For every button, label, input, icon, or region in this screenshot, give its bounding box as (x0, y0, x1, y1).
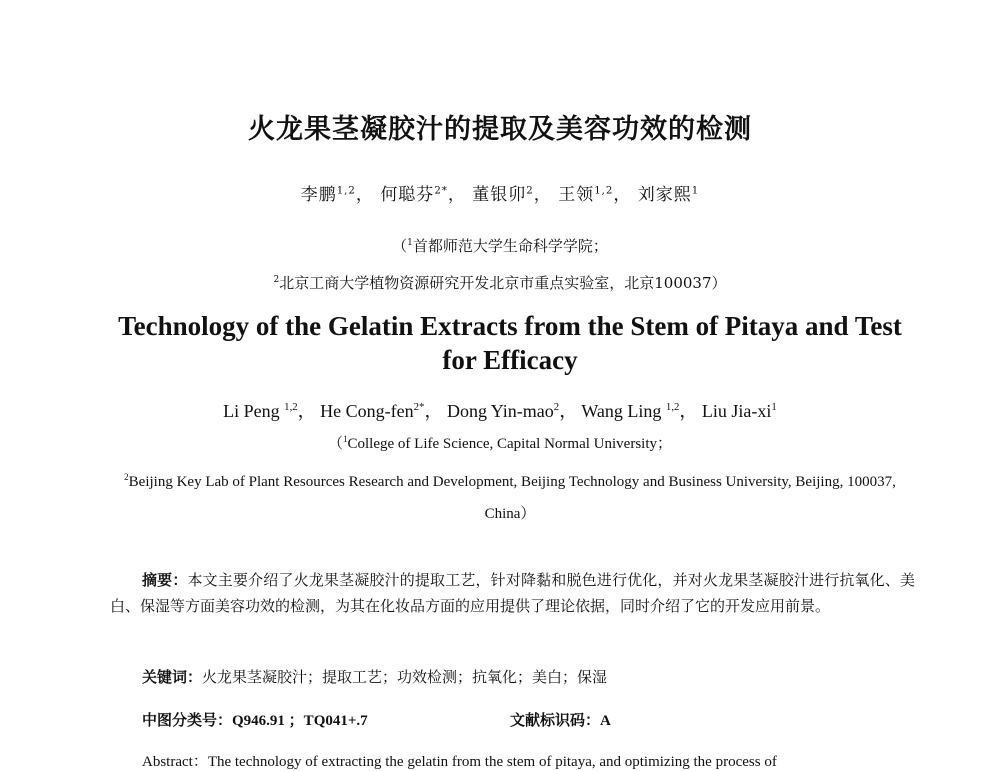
open-paren: （ (327, 436, 343, 452)
author-name: Li Peng (223, 401, 280, 421)
author-name: Dong Yin-mao (446, 401, 554, 421)
clc-label: 中图分类号： (142, 711, 233, 729)
affiliation-mark: 1 (343, 434, 348, 444)
author-affiliation-mark: 1,2 (284, 401, 298, 413)
chinese-abstract (110, 567, 915, 619)
author-name: He Cong-fen (320, 401, 414, 421)
author-name: Wang Ling (581, 401, 662, 421)
author-separator: ， (679, 401, 698, 421)
english-author-list (0, 397, 1000, 423)
keywords-label: 关键词： (142, 668, 203, 686)
author-separator: ， (533, 185, 552, 205)
author-name: 王领 (558, 185, 595, 205)
clc-value: Q946.91 ；TQ041+.7 (232, 713, 368, 729)
english-affiliation-1 (0, 432, 1000, 453)
chinese-affiliation-2 (0, 272, 1000, 293)
author-affiliation-mark: 1 (771, 401, 777, 413)
author-affiliation-mark: 1,2 (336, 185, 356, 197)
author-separator: ， (559, 401, 578, 421)
english-abstract-first-line: Abstract：The technology of extracting the gelatin from the stem of pitaya, and optimizing the process of (142, 754, 777, 770)
affiliation-text: Beijing Key Lab of Plant Resources Research and Development, Beijing Technology and Business University, Beijing, 100037, China） (128, 474, 896, 522)
affiliation-text: 首都师范大学生命科学学院； (412, 237, 608, 255)
classification-line (142, 709, 922, 730)
affiliation-mark: 2 (124, 472, 129, 482)
affiliation-text: 北京工商大学植物资源研究开发北京市重点实验室，北京100037） (279, 274, 727, 292)
author-affiliation-mark: 1,2 (665, 401, 680, 413)
affiliation-text: College of Life Science, Capital Normal University； (347, 436, 672, 452)
english-affiliation-2 (105, 466, 915, 530)
author-name: 李鹏 (300, 185, 337, 205)
author-affiliation-mark: 2* (434, 185, 448, 197)
author-name: 何聪芬 (380, 185, 435, 205)
chinese-affiliation-1 (0, 235, 1000, 256)
author-separator: ， (424, 401, 443, 421)
author-name: Liu Jia-xi (701, 401, 772, 421)
author-affiliation-mark: 2 (553, 401, 560, 413)
author-affiliation-mark: 2 (526, 185, 534, 197)
abstract-label: 摘要： (142, 571, 188, 589)
chinese-keywords (142, 666, 922, 687)
english-title: Technology of the Gelatin Extracts from the Stem of Pitaya and Test for Efficacy (118, 311, 902, 375)
author-separator: ， (297, 401, 316, 421)
doc-code-label: 文献标识码： (510, 711, 601, 729)
author-affiliation-mark: 1,2 (594, 185, 614, 197)
abstract-text: 本文主要介绍了火龙果茎凝胶汁的提取工艺，针对降黏和脱色进行优化，并对火龙果茎凝胶汁进行抗氧化、美白、保湿等方面美容功效的检测，为其在化妆品方面的应用提供了理论依据，同时介绍了它的开发应用前景。 (110, 571, 915, 615)
document-code (510, 709, 611, 730)
affiliation-mark: 1 (407, 238, 413, 248)
chinese-author-list (0, 180, 1000, 205)
author-affiliation-mark: 2* (413, 401, 425, 413)
author-separator: ， (613, 185, 632, 205)
keywords-text: 火龙果茎凝胶汁；提取工艺；功效检测；抗氧化；美白；保湿 (202, 668, 608, 686)
affiliation-mark: 2 (273, 275, 280, 285)
author-affiliation-mark: 1 (691, 185, 700, 197)
author-separator: ， (355, 185, 374, 205)
open-paren: （ (392, 237, 408, 255)
author-separator: ， (447, 185, 466, 205)
author-name: 董银卯 (472, 185, 527, 205)
doc-code-value: A (600, 713, 611, 729)
chinese-title: 火龙果茎凝胶汁的提取及美容功效的检测 (248, 114, 752, 145)
author-name: 刘家熙 (637, 185, 692, 205)
